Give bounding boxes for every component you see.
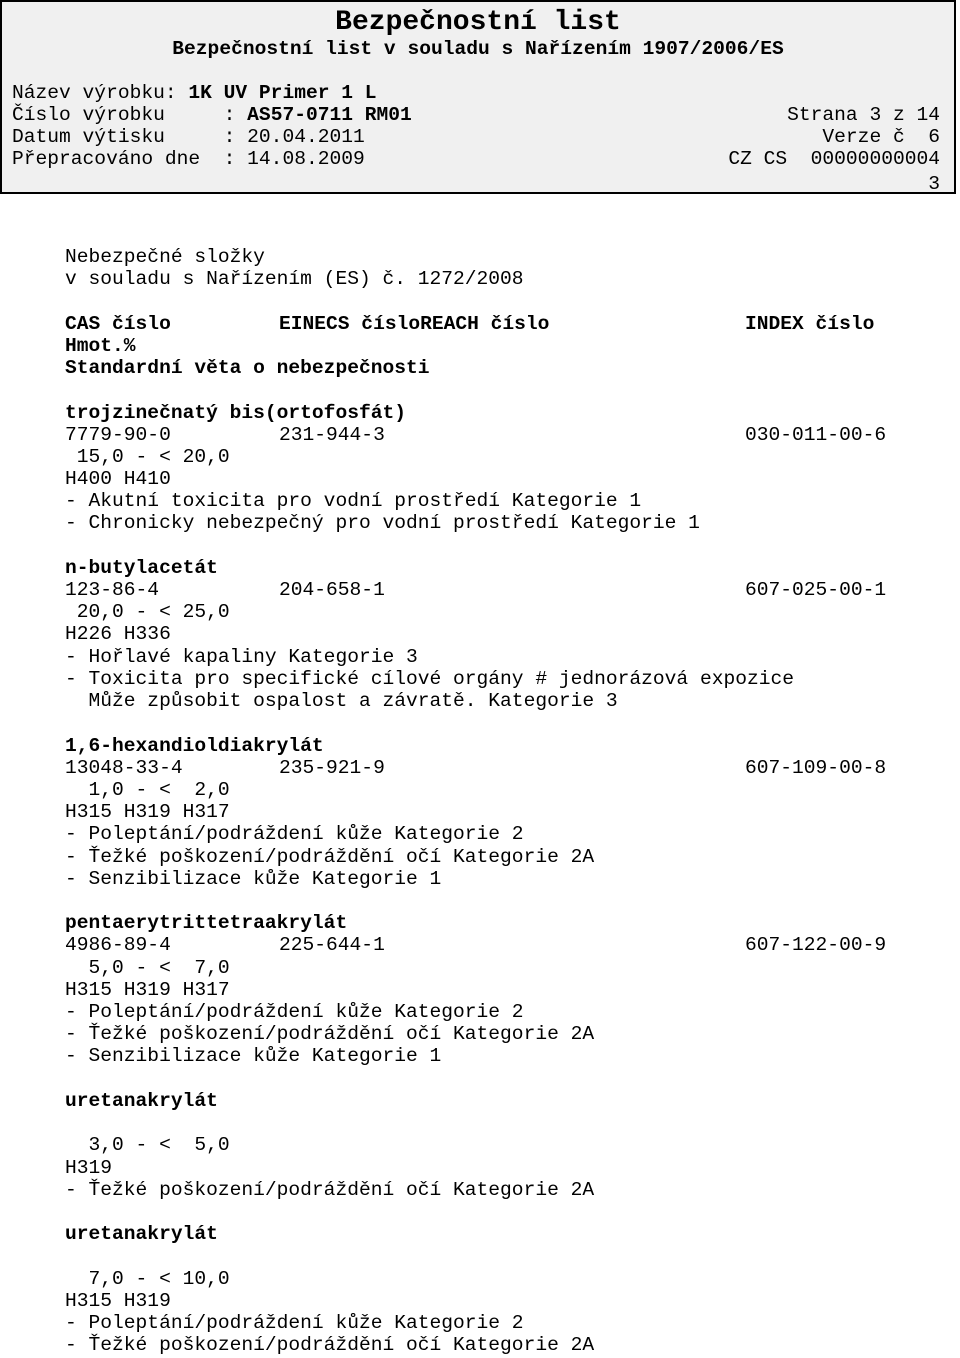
substance-cas: 123-86-4 [65, 579, 160, 601]
substance-name: n-butylacetát [65, 557, 218, 579]
substance-range: 7,0 - < 10,0 [65, 1268, 230, 1290]
substance-h-codes: H319 [65, 1157, 113, 1179]
substance-name: pentaerytrittetraakrylát [65, 912, 348, 934]
print-date: Datum výtisku : 20.04.2011 [12, 126, 365, 148]
substance-index: 030-011-00-6 [745, 424, 887, 446]
substance-index: 607-025-00-1 [745, 579, 887, 601]
substance-class: - Senzibilizace kůže Kategorie 1 [65, 1045, 442, 1067]
substance-class: - Ťežké poškození/podráždění očí Kategorie 2A [65, 846, 595, 868]
substance-name: uretanakrylát [65, 1090, 218, 1112]
substance-class: Může způsobit ospalost a závratě. Kategorie 3 [65, 690, 618, 712]
substance-class: - Ťežké poškození/podráždění očí Kategorie 2A [65, 1179, 595, 1201]
substance-class: - Hořlavé kapaliny Kategorie 3 [65, 646, 418, 668]
column-cas: CAS číslo [65, 313, 171, 335]
column-hazard-statement: Standardní věta o nebezpečnosti [65, 357, 430, 379]
column-weight: Hmot.% [65, 335, 136, 357]
column-index: INDEX číslo [745, 313, 875, 335]
substance-einecs: 231-944-3 [279, 424, 385, 446]
product-number-label: Číslo výrobku : [12, 104, 248, 126]
document-title: Bezpečnostní list [335, 7, 621, 38]
substance-class: - Akutní toxicita pro vodní prostředí Kategorie 1 [65, 490, 642, 512]
substance-range: 15,0 - < 20,0 [65, 446, 230, 468]
intro-line-1: Nebezpečné složky [65, 246, 265, 268]
product-name-row [12, 82, 377, 104]
intro-line-2: v souladu s Nařízením (ES) č. 1272/2008 [65, 268, 524, 290]
substance-class: - Poleptání/podráždení kůže Kategorie 2 [65, 823, 524, 845]
substance-einecs: 204-658-1 [279, 579, 385, 601]
substance-name: uretanakrylát [65, 1223, 218, 1245]
country-code: CZ CS 00000000004 [728, 148, 940, 170]
substance-range: 5,0 - < 7,0 [65, 957, 230, 979]
substance-class: - Poleptání/podráždení kůže Kategorie 2 [65, 1001, 524, 1023]
product-number-row [12, 104, 412, 126]
substance-h-codes: H315 H319 H317 [65, 979, 230, 1001]
substance-cas: 4986-89-4 [65, 934, 171, 956]
substance-h-codes: H315 H319 [65, 1290, 171, 1312]
product-number-value: AS57-0711 RM01 [247, 104, 412, 126]
substance-cas: 7779-90-0 [65, 424, 171, 446]
substance-h-codes: H400 H410 [65, 468, 171, 490]
substance-name: 1,6-hexandioldiakrylát [65, 735, 324, 757]
column-einecs-reach: EINECS čísloREACH číslo [279, 313, 550, 335]
substance-name: trojzinečnatý bis(ortofosfát) [65, 402, 406, 424]
substance-h-codes: H315 H319 H317 [65, 801, 230, 823]
substance-einecs: 225-644-1 [279, 934, 385, 956]
substance-index: 607-122-00-9 [745, 934, 887, 956]
version: Verze č 6 [822, 126, 940, 148]
document-header [0, 0, 956, 194]
substance-range: 1,0 - < 2,0 [65, 779, 230, 801]
substance-range: 20,0 - < 25,0 [65, 601, 230, 623]
page-number: 3 [928, 173, 940, 195]
substance-index: 607-109-00-8 [745, 757, 887, 779]
substance-h-codes: H226 H336 [65, 623, 171, 645]
product-name-label: Název výrobku: [12, 82, 189, 104]
substance-class: - Poleptání/podráždení kůže Kategorie 2 [65, 1312, 524, 1334]
product-name-value: 1K UV Primer 1 L [188, 82, 377, 104]
substance-class: - Ťežké poškození/podráždění očí Kategorie 2A [65, 1023, 595, 1045]
page-info: Strana 3 z 14 [787, 104, 940, 126]
substance-class: - Toxicita pro specifické cílové orgány # jednorázová expozice [65, 668, 795, 690]
document-subtitle: Bezpečnostní list v souladu s Nařízením 1907/2006/ES [172, 38, 784, 60]
substance-cas: 13048-33-4 [65, 757, 183, 779]
substance-class: - Ťežké poškození/podráždění očí Kategorie 2A [65, 1334, 595, 1356]
revised-date: Přepracováno dne : 14.08.2009 [12, 148, 365, 170]
substance-class: - Senzibilizace kůže Kategorie 1 [65, 868, 442, 890]
substance-class: - Chronicky nebezpečný pro vodní prostředí Kategorie 1 [65, 512, 700, 534]
substance-einecs: 235-921-9 [279, 757, 385, 779]
substance-range: 3,0 - < 5,0 [65, 1134, 230, 1156]
